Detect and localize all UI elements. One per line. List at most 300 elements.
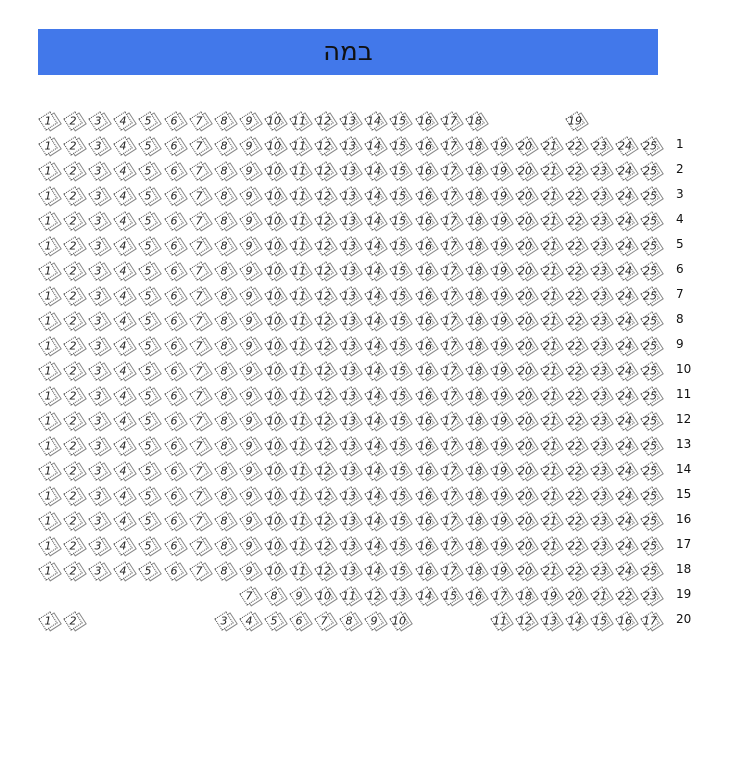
seat[interactable]: [465, 161, 484, 180]
seat[interactable]: [390, 186, 409, 205]
seat[interactable]: [490, 336, 509, 355]
seat[interactable]: [214, 161, 233, 180]
seat[interactable]: [38, 411, 57, 430]
seat[interactable]: [139, 436, 158, 455]
seat[interactable]: [340, 511, 359, 530]
seat[interactable]: [565, 611, 584, 630]
seat[interactable]: [239, 386, 258, 405]
seat[interactable]: [139, 486, 158, 505]
seat[interactable]: [289, 286, 308, 305]
seat[interactable]: [214, 411, 233, 430]
seat[interactable]: [114, 461, 133, 480]
seat[interactable]: [365, 286, 384, 305]
seat[interactable]: [515, 286, 534, 305]
seat[interactable]: [214, 211, 233, 230]
seat[interactable]: [390, 436, 409, 455]
seat[interactable]: [440, 161, 459, 180]
seat[interactable]: [38, 211, 57, 230]
seat[interactable]: [89, 236, 108, 255]
seat[interactable]: [340, 311, 359, 330]
seat[interactable]: [214, 611, 233, 630]
seat[interactable]: [440, 586, 459, 605]
seat[interactable]: [390, 161, 409, 180]
seat[interactable]: [591, 236, 610, 255]
seat[interactable]: [515, 161, 534, 180]
seat[interactable]: [390, 411, 409, 430]
seat[interactable]: [365, 136, 384, 155]
seat[interactable]: [415, 136, 434, 155]
seat[interactable]: [89, 436, 108, 455]
seat[interactable]: [490, 286, 509, 305]
seat[interactable]: [164, 536, 183, 555]
seat[interactable]: [264, 586, 283, 605]
seat[interactable]: [264, 211, 283, 230]
seat[interactable]: [38, 336, 57, 355]
seat[interactable]: [214, 561, 233, 580]
seat[interactable]: [365, 511, 384, 530]
seat[interactable]: [365, 236, 384, 255]
seat[interactable]: [465, 386, 484, 405]
seat[interactable]: [641, 586, 660, 605]
seat[interactable]: [515, 611, 534, 630]
seat[interactable]: [38, 536, 57, 555]
seat[interactable]: [465, 136, 484, 155]
seat[interactable]: [38, 111, 57, 130]
seat[interactable]: [490, 161, 509, 180]
seat[interactable]: [641, 161, 660, 180]
seat[interactable]: [214, 386, 233, 405]
seat[interactable]: [289, 236, 308, 255]
seat[interactable]: [540, 586, 559, 605]
seat[interactable]: [239, 611, 258, 630]
seat[interactable]: [38, 436, 57, 455]
seat[interactable]: [264, 561, 283, 580]
seat[interactable]: [440, 411, 459, 430]
seat[interactable]: [264, 311, 283, 330]
seat[interactable]: [440, 236, 459, 255]
seat[interactable]: [340, 461, 359, 480]
seat[interactable]: [641, 561, 660, 580]
seat[interactable]: [465, 211, 484, 230]
seat[interactable]: [289, 336, 308, 355]
seat[interactable]: [390, 486, 409, 505]
seat[interactable]: [641, 361, 660, 380]
seat[interactable]: [289, 536, 308, 555]
seat[interactable]: [365, 536, 384, 555]
seat[interactable]: [63, 211, 82, 230]
seat[interactable]: [264, 411, 283, 430]
seat[interactable]: [114, 186, 133, 205]
seat[interactable]: [114, 511, 133, 530]
seat[interactable]: [591, 286, 610, 305]
seat[interactable]: [38, 161, 57, 180]
seat[interactable]: [314, 136, 333, 155]
seat[interactable]: [490, 561, 509, 580]
seat[interactable]: [490, 511, 509, 530]
seat[interactable]: [314, 436, 333, 455]
seat[interactable]: [591, 486, 610, 505]
seat[interactable]: [415, 311, 434, 330]
seat[interactable]: [189, 486, 208, 505]
seat[interactable]: [415, 561, 434, 580]
seat[interactable]: [515, 486, 534, 505]
seat[interactable]: [239, 511, 258, 530]
seat[interactable]: [515, 461, 534, 480]
seat[interactable]: [591, 211, 610, 230]
seat[interactable]: [540, 236, 559, 255]
seat[interactable]: [164, 486, 183, 505]
seat[interactable]: [289, 161, 308, 180]
seat[interactable]: [641, 311, 660, 330]
seat[interactable]: [289, 511, 308, 530]
seat[interactable]: [440, 511, 459, 530]
seat[interactable]: [540, 161, 559, 180]
seat[interactable]: [515, 536, 534, 555]
seat[interactable]: [63, 461, 82, 480]
seat[interactable]: [264, 436, 283, 455]
seat[interactable]: [365, 486, 384, 505]
seat[interactable]: [415, 486, 434, 505]
seat[interactable]: [365, 411, 384, 430]
seat[interactable]: [89, 261, 108, 280]
seat[interactable]: [591, 461, 610, 480]
seat[interactable]: [515, 136, 534, 155]
seat[interactable]: [114, 111, 133, 130]
seat[interactable]: [565, 211, 584, 230]
seat[interactable]: [591, 611, 610, 630]
seat[interactable]: [38, 261, 57, 280]
seat[interactable]: [314, 586, 333, 605]
seat[interactable]: [540, 461, 559, 480]
seat[interactable]: [139, 461, 158, 480]
seat[interactable]: [641, 211, 660, 230]
seat[interactable]: [189, 311, 208, 330]
seat[interactable]: [465, 411, 484, 430]
seat[interactable]: [38, 236, 57, 255]
seat[interactable]: [390, 336, 409, 355]
seat[interactable]: [114, 411, 133, 430]
seat[interactable]: [164, 211, 183, 230]
seat[interactable]: [465, 511, 484, 530]
seat[interactable]: [239, 336, 258, 355]
seat[interactable]: [565, 161, 584, 180]
seat[interactable]: [390, 386, 409, 405]
seat[interactable]: [591, 511, 610, 530]
seat[interactable]: [565, 436, 584, 455]
seat[interactable]: [616, 586, 635, 605]
seat[interactable]: [189, 386, 208, 405]
seat[interactable]: [189, 236, 208, 255]
seat[interactable]: [164, 111, 183, 130]
seat[interactable]: [565, 261, 584, 280]
seat[interactable]: [139, 511, 158, 530]
seat[interactable]: [239, 261, 258, 280]
seat[interactable]: [365, 311, 384, 330]
seat[interactable]: [189, 536, 208, 555]
seat[interactable]: [515, 436, 534, 455]
seat[interactable]: [38, 311, 57, 330]
seat[interactable]: [415, 236, 434, 255]
seat[interactable]: [289, 186, 308, 205]
seat[interactable]: [565, 286, 584, 305]
seat[interactable]: [540, 411, 559, 430]
seat[interactable]: [314, 111, 333, 130]
seat[interactable]: [490, 411, 509, 430]
seat[interactable]: [465, 536, 484, 555]
seat[interactable]: [63, 236, 82, 255]
seat[interactable]: [565, 586, 584, 605]
seat[interactable]: [63, 436, 82, 455]
seat[interactable]: [139, 236, 158, 255]
seat[interactable]: [515, 386, 534, 405]
seat[interactable]: [314, 536, 333, 555]
seat[interactable]: [415, 361, 434, 380]
seat[interactable]: [63, 361, 82, 380]
seat[interactable]: [540, 211, 559, 230]
seat[interactable]: [365, 361, 384, 380]
seat[interactable]: [616, 361, 635, 380]
seat[interactable]: [465, 336, 484, 355]
seat[interactable]: [289, 386, 308, 405]
seat[interactable]: [89, 486, 108, 505]
seat[interactable]: [89, 536, 108, 555]
seat[interactable]: [264, 336, 283, 355]
seat[interactable]: [490, 361, 509, 380]
seat[interactable]: [264, 261, 283, 280]
seat[interactable]: [264, 136, 283, 155]
seat[interactable]: [164, 386, 183, 405]
seat[interactable]: [440, 561, 459, 580]
seat[interactable]: [314, 186, 333, 205]
seat[interactable]: [139, 286, 158, 305]
seat[interactable]: [114, 211, 133, 230]
seat[interactable]: [515, 561, 534, 580]
seat[interactable]: [616, 561, 635, 580]
seat[interactable]: [641, 436, 660, 455]
seat[interactable]: [239, 411, 258, 430]
seat[interactable]: [565, 411, 584, 430]
seat[interactable]: [264, 111, 283, 130]
seat[interactable]: [214, 511, 233, 530]
seat[interactable]: [239, 436, 258, 455]
seat[interactable]: [114, 336, 133, 355]
seat[interactable]: [465, 461, 484, 480]
seat[interactable]: [465, 186, 484, 205]
seat[interactable]: [465, 261, 484, 280]
seat[interactable]: [239, 536, 258, 555]
seat[interactable]: [565, 111, 584, 130]
seat[interactable]: [591, 336, 610, 355]
seat[interactable]: [515, 411, 534, 430]
seat[interactable]: [440, 336, 459, 355]
seat[interactable]: [340, 336, 359, 355]
seat[interactable]: [314, 561, 333, 580]
seat[interactable]: [540, 136, 559, 155]
seat[interactable]: [139, 411, 158, 430]
seat[interactable]: [63, 161, 82, 180]
seat[interactable]: [340, 386, 359, 405]
seat[interactable]: [415, 286, 434, 305]
seat[interactable]: [641, 286, 660, 305]
seat[interactable]: [189, 261, 208, 280]
seat[interactable]: [390, 611, 409, 630]
seat[interactable]: [641, 461, 660, 480]
seat[interactable]: [239, 236, 258, 255]
seat[interactable]: [465, 236, 484, 255]
seat[interactable]: [465, 561, 484, 580]
seat[interactable]: [314, 386, 333, 405]
seat[interactable]: [89, 411, 108, 430]
seat[interactable]: [641, 186, 660, 205]
seat[interactable]: [465, 286, 484, 305]
seat[interactable]: [440, 536, 459, 555]
seat[interactable]: [139, 536, 158, 555]
seat[interactable]: [114, 136, 133, 155]
seat[interactable]: [139, 311, 158, 330]
seat[interactable]: [239, 111, 258, 130]
seat[interactable]: [314, 361, 333, 380]
seat[interactable]: [264, 161, 283, 180]
seat[interactable]: [616, 511, 635, 530]
seat[interactable]: [89, 161, 108, 180]
seat[interactable]: [214, 236, 233, 255]
seat[interactable]: [415, 211, 434, 230]
seat[interactable]: [641, 611, 660, 630]
seat[interactable]: [38, 511, 57, 530]
seat[interactable]: [264, 286, 283, 305]
seat[interactable]: [264, 486, 283, 505]
seat[interactable]: [314, 211, 333, 230]
seat[interactable]: [390, 211, 409, 230]
seat[interactable]: [340, 611, 359, 630]
seat[interactable]: [565, 486, 584, 505]
seat[interactable]: [289, 486, 308, 505]
seat[interactable]: [189, 436, 208, 455]
seat[interactable]: [565, 536, 584, 555]
seat[interactable]: [314, 611, 333, 630]
seat[interactable]: [38, 386, 57, 405]
seat[interactable]: [314, 511, 333, 530]
seat[interactable]: [365, 611, 384, 630]
seat[interactable]: [415, 336, 434, 355]
seat[interactable]: [340, 136, 359, 155]
seat[interactable]: [415, 161, 434, 180]
seat[interactable]: [214, 186, 233, 205]
seat[interactable]: [89, 186, 108, 205]
seat[interactable]: [591, 386, 610, 405]
seat[interactable]: [365, 211, 384, 230]
seat[interactable]: [515, 311, 534, 330]
seat[interactable]: [340, 436, 359, 455]
seat[interactable]: [490, 186, 509, 205]
seat[interactable]: [515, 211, 534, 230]
seat[interactable]: [591, 436, 610, 455]
seat[interactable]: [214, 311, 233, 330]
seat[interactable]: [415, 386, 434, 405]
seat[interactable]: [490, 261, 509, 280]
seat[interactable]: [365, 161, 384, 180]
seat[interactable]: [365, 336, 384, 355]
seat[interactable]: [565, 336, 584, 355]
seat[interactable]: [565, 561, 584, 580]
seat[interactable]: [616, 136, 635, 155]
seat[interactable]: [314, 411, 333, 430]
seat[interactable]: [565, 186, 584, 205]
seat[interactable]: [289, 261, 308, 280]
seat[interactable]: [440, 486, 459, 505]
seat[interactable]: [214, 461, 233, 480]
seat[interactable]: [365, 386, 384, 405]
seat[interactable]: [139, 261, 158, 280]
seat[interactable]: [114, 236, 133, 255]
seat[interactable]: [591, 361, 610, 380]
seat[interactable]: [616, 236, 635, 255]
seat[interactable]: [264, 511, 283, 530]
seat[interactable]: [540, 336, 559, 355]
seat[interactable]: [139, 561, 158, 580]
seat[interactable]: [289, 111, 308, 130]
seat[interactable]: [641, 511, 660, 530]
seat[interactable]: [189, 511, 208, 530]
seat[interactable]: [490, 311, 509, 330]
seat[interactable]: [114, 536, 133, 555]
seat[interactable]: [289, 561, 308, 580]
seat[interactable]: [415, 261, 434, 280]
seat[interactable]: [164, 236, 183, 255]
seat[interactable]: [214, 336, 233, 355]
seat[interactable]: [616, 436, 635, 455]
seat[interactable]: [540, 536, 559, 555]
seat[interactable]: [63, 511, 82, 530]
seat[interactable]: [164, 561, 183, 580]
seat[interactable]: [239, 211, 258, 230]
seat[interactable]: [616, 336, 635, 355]
seat[interactable]: [415, 186, 434, 205]
seat[interactable]: [440, 111, 459, 130]
seat[interactable]: [591, 561, 610, 580]
seat[interactable]: [289, 311, 308, 330]
seat[interactable]: [365, 561, 384, 580]
seat[interactable]: [490, 461, 509, 480]
seat[interactable]: [340, 486, 359, 505]
seat[interactable]: [164, 161, 183, 180]
seat[interactable]: [89, 211, 108, 230]
seat[interactable]: [540, 486, 559, 505]
seat[interactable]: [38, 286, 57, 305]
seat[interactable]: [390, 361, 409, 380]
seat[interactable]: [189, 136, 208, 155]
seat[interactable]: [214, 261, 233, 280]
seat[interactable]: [515, 236, 534, 255]
seat[interactable]: [616, 611, 635, 630]
seat[interactable]: [139, 111, 158, 130]
seat[interactable]: [540, 361, 559, 380]
seat[interactable]: [63, 611, 82, 630]
seat[interactable]: [89, 511, 108, 530]
seat[interactable]: [440, 186, 459, 205]
seat[interactable]: [289, 136, 308, 155]
seat[interactable]: [565, 511, 584, 530]
seat[interactable]: [63, 186, 82, 205]
seat[interactable]: [365, 111, 384, 130]
seat[interactable]: [515, 186, 534, 205]
seat[interactable]: [616, 536, 635, 555]
seat[interactable]: [289, 436, 308, 455]
seat[interactable]: [390, 136, 409, 155]
seat[interactable]: [465, 486, 484, 505]
seat[interactable]: [340, 411, 359, 430]
seat[interactable]: [365, 436, 384, 455]
